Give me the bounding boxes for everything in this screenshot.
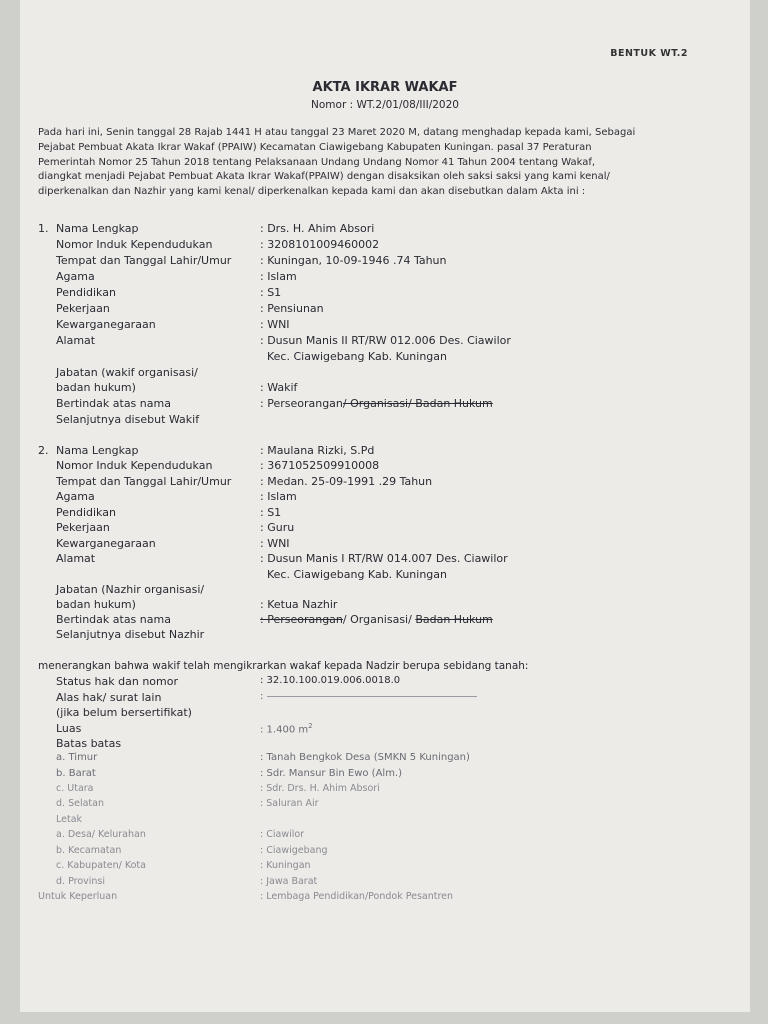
document-page — [20, 0, 750, 1012]
field-colon: : — [260, 691, 264, 702]
field-label: Agama — [56, 270, 95, 283]
field-label: Bertindak atas nama — [56, 613, 171, 626]
field-value: : WNI — [260, 318, 290, 331]
field-value: : Kuningan, 10-09-1946 .74 Tahun — [260, 254, 447, 267]
field-value: : Kuningan — [260, 860, 311, 871]
field-label: (jika belum bersertifikat) — [56, 706, 192, 719]
field-label: Letak — [56, 814, 83, 825]
field-label: Nama Lengkap — [56, 444, 139, 457]
field-value — [260, 691, 477, 702]
field-label: Bertindak atas nama — [56, 397, 171, 410]
field-value: : Dusun Manis I RT/RW 014.007 Des. Ciawilor — [260, 552, 508, 565]
field-value: : S1 — [260, 506, 282, 519]
selected-option: / Organisasi/ — [342, 613, 416, 626]
field-label: Nomor Induk Kependudukan — [56, 238, 213, 251]
intro-line: Pejabat Pembuat Akata Ikrar Wakaf (PPAIW) Kecamatan Ciawigebang Kabupaten Kuningan. pasal 37 Peraturan — [38, 141, 592, 153]
field-label: Tempat dan Tanggal Lahir/Umur — [56, 475, 232, 488]
field-value: Kec. Ciawigebang Kab. Kuningan — [267, 350, 447, 363]
field-label: a. Timur — [56, 752, 98, 763]
field-value: : Jawa Barat — [260, 876, 318, 887]
nomor-value: WT.2/01/08/III/2020 — [356, 99, 459, 111]
field-value: : 3671052509910008 — [260, 459, 380, 472]
field-value: : 32.10.100.019.006.0018.0 — [260, 675, 401, 686]
field-value: : Ciawigebang — [260, 845, 328, 856]
field-value: : Medan. 25-09-1991 .29 Tahun — [260, 475, 433, 488]
field-value: : Ciawilor — [260, 829, 305, 840]
field-value: : Wakif — [260, 381, 298, 394]
struck-option: : Perseorangan — [260, 613, 343, 626]
field-label: Pekerjaan — [56, 521, 110, 534]
field-value: : Ketua Nazhir — [260, 598, 338, 611]
field-label: Jabatan (wakif organisasi/ — [56, 366, 198, 379]
field-label: Jabatan (Nazhir organisasi/ — [56, 583, 205, 596]
field-label: Agama — [56, 490, 95, 503]
field-value: Kec. Ciawigebang Kab. Kuningan — [267, 568, 447, 581]
document-title: AKTA IKRAR WAKAF — [312, 80, 458, 95]
field-value — [260, 397, 493, 410]
field-label: d. Provinsi — [56, 876, 106, 887]
struck-option: / Organisasi/ Badan Hukum — [342, 397, 493, 410]
area-value: : 1.400 m — [260, 724, 309, 736]
field-label: Status hak dan nomor — [56, 675, 178, 688]
field-label: Selanjutnya disebut Wakif — [56, 413, 200, 426]
field-label: Nama Lengkap — [56, 222, 139, 235]
form-code: BENTUK WT.2 — [610, 48, 688, 59]
field-label: Kewarganegaraan — [56, 318, 156, 331]
field-label: Batas batas — [56, 737, 122, 750]
field-label: Nomor Induk Kependudukan — [56, 459, 213, 472]
field-label: Luas — [56, 722, 82, 735]
field-value: : Guru — [260, 521, 295, 534]
field-label: Untuk Keperluan — [38, 891, 118, 902]
field-label: Tempat dan Tanggal Lahir/Umur — [56, 254, 232, 267]
nomor-label: Nomor : — [311, 99, 354, 111]
intro-line: Pemerintah Nomor 25 Tahun 2018 tentang Pelaksanaan Undang Undang Nomor 41 Tahun 2004 tentang Wakaf, — [38, 156, 596, 168]
area-unit-exponent: 2 — [308, 722, 313, 730]
field-value: : Saluran Air — [260, 798, 319, 809]
field-value: : 3208101009460002 — [260, 238, 380, 251]
field-label: c. Utara — [56, 783, 94, 794]
field-value: : Sdr. Mansur Bin Ewo (Alm.) — [260, 768, 403, 779]
field-label: Alas hak/ surat lain — [56, 691, 162, 704]
field-label: Pekerjaan — [56, 302, 110, 315]
field-label: a. Desa/ Kelurahan — [56, 829, 146, 840]
intro-paragraph — [38, 126, 708, 200]
field-label: badan hukum) — [56, 381, 136, 394]
field-value — [260, 613, 493, 626]
field-label: Alamat — [56, 552, 96, 565]
intro-line: diangkat menjadi Pejabat Pembuat Akata Ikrar Wakaf(PPAIW) dengan disaksikan oleh saksi saksi yang kami kenal/ — [38, 171, 610, 183]
field-value: : Dusun Manis II RT/RW 012.006 Des. Ciawilor — [260, 334, 511, 347]
item-number: 1. — [38, 222, 49, 235]
field-value: : Tanah Bengkok Desa (SMKN 5 Kuningan) — [260, 752, 470, 763]
intro-line: Pada hari ini, Senin tanggal 28 Rajab 1441 H atau tanggal 23 Maret 2020 M, datang menghadap kepada kami, Sebagai — [38, 127, 636, 138]
field-value: : Sdr. Drs. H. Ahim Absori — [260, 783, 380, 794]
field-label: badan hukum) — [56, 598, 136, 611]
field-label: c. Kabupaten/ Kota — [56, 860, 146, 871]
blank-line — [267, 696, 477, 697]
field-label: b. Kecamatan — [56, 845, 122, 856]
item-number: 2. — [38, 444, 49, 457]
field-label: Kewarganegaraan — [56, 537, 156, 550]
field-value: : WNI — [260, 537, 290, 550]
document-number — [20, 99, 750, 111]
field-value: : Pensiunan — [260, 302, 324, 315]
field-value — [260, 722, 313, 735]
field-label: Alamat — [56, 334, 96, 347]
selected-option: : Perseorangan — [260, 397, 343, 410]
field-value: : Lembaga Pendidikan/Pondok Pesantren — [260, 891, 454, 902]
struck-option: Badan Hukum — [415, 613, 493, 626]
field-label: Selanjutnya disebut Nazhir — [56, 628, 205, 641]
field-label: d. Selatan — [56, 798, 104, 809]
field-value: : Drs. H. Ahim Absori — [260, 222, 375, 235]
intro-line: diperkenalkan dan Nazhir yang kami kenal/ diperkenalkan kepada kami dan akan disebutkan dalam Akta ini : — [38, 186, 586, 198]
field-value: : Islam — [260, 490, 297, 503]
field-label: Pendidikan — [56, 506, 116, 519]
field-label: Pendidikan — [56, 286, 116, 299]
field-label: b. Barat — [56, 768, 96, 779]
field-value: : S1 — [260, 286, 282, 299]
field-value: : Islam — [260, 270, 297, 283]
field-value: : Maulana Rizki, S.Pd — [260, 444, 375, 457]
land-intro: menerangkan bahwa wakif telah mengikrarkan wakaf kepada Nadzir berupa sebidang tanah: — [38, 660, 529, 672]
